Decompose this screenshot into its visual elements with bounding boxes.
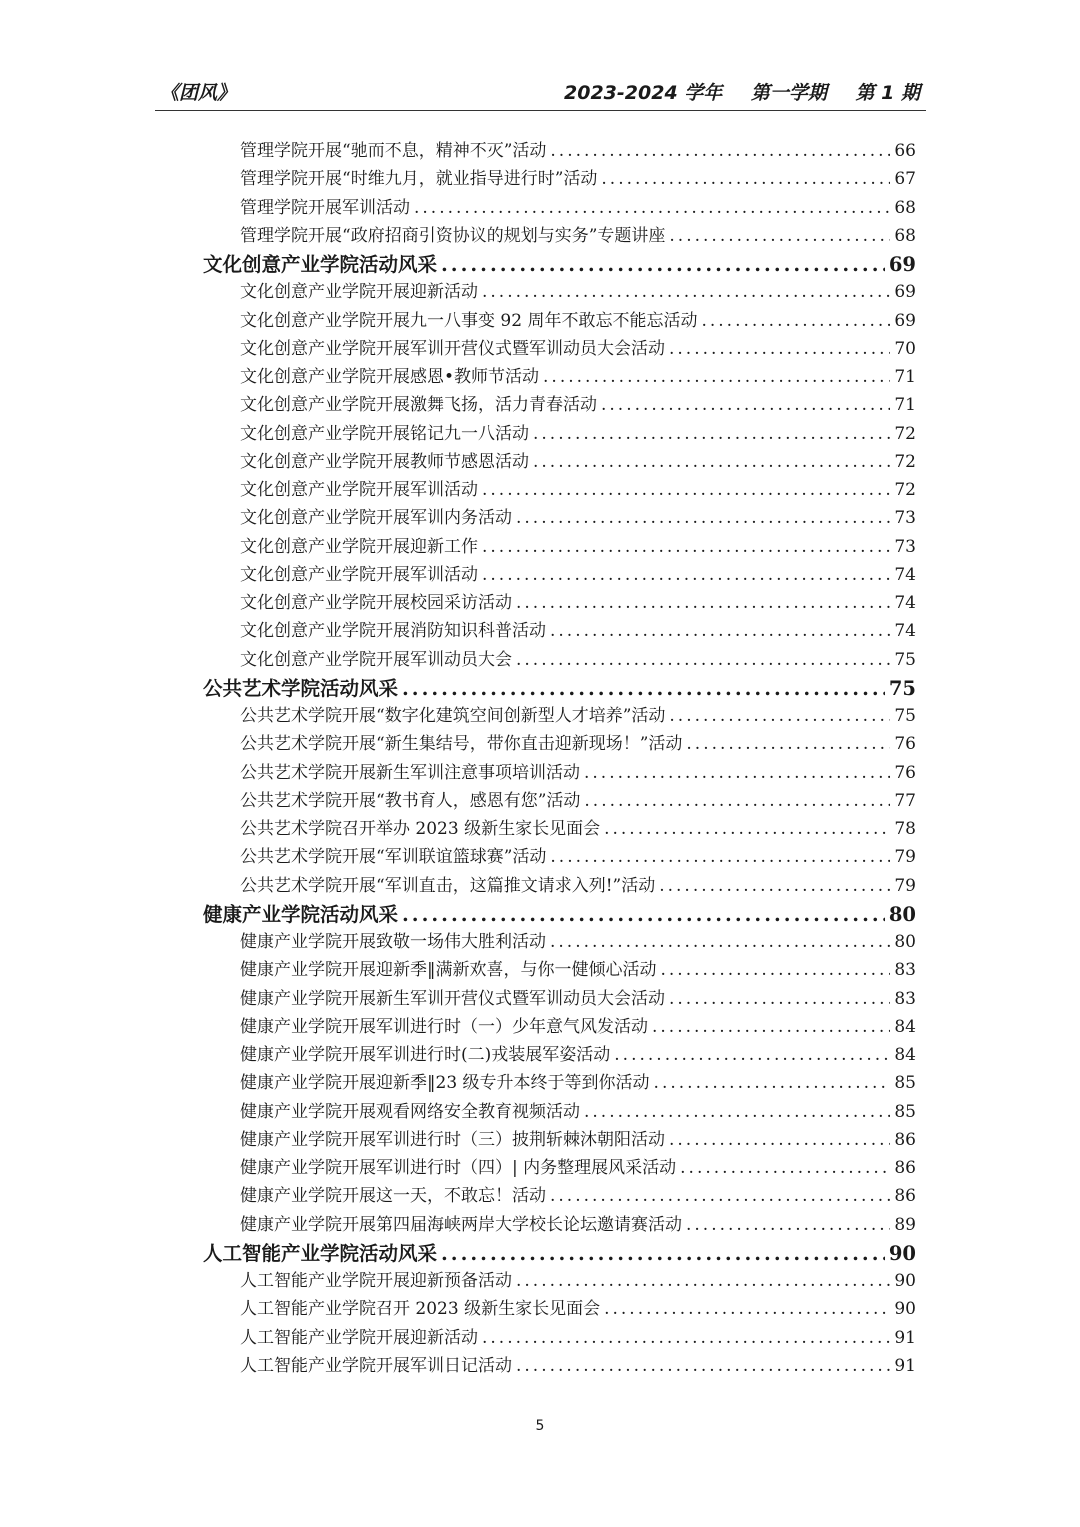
dot-leader [482,565,890,585]
dot-leader [516,508,890,528]
dot-leader [601,395,890,415]
toc-entry-page: 76 [894,734,916,755]
toc-entry-title: 公共艺术学院开展“教书育人，感恩有您”活动 [240,790,581,811]
toc-entry-title: 文化创意产业学院开展激舞飞扬，活力青春活动 [240,395,597,416]
toc-entry-page: 70 [894,338,916,359]
toc-entry-title: 管理学院开展军训活动 [240,197,410,218]
toc-entry-page: 74 [894,564,916,585]
toc-entry-page: 83 [894,988,916,1009]
dot-leader [669,706,890,726]
dot-leader [669,226,890,246]
toc-entry-title: 健康产业学院开展军训进行时（三）披荆斩棘沐朝阳活动 [240,1129,665,1150]
toc-entry-page: 90 [894,1271,916,1291]
toc-entry-title: 文化创意产业学院开展消防知识科普活动 [240,621,546,642]
toc-entry-page: 90 [888,1241,916,1265]
dot-leader [482,537,890,557]
toc-entry[interactable] [240,842,916,870]
toc-entry-title: 健康产业学院开展新生军训开营仪式暨军训动员大会活动 [240,988,665,1009]
dot-leader [543,367,890,387]
toc-entry-title: 文化创意产业学院开展感恩•教师节活动 [240,367,540,387]
toc-entry-page: 71 [894,367,916,387]
toc-entry-title: 人工智能产业学院开展迎新预备活动 [240,1271,512,1291]
toc-entry-page: 69 [888,253,916,276]
toc-entry-title: 健康产业学院开展军训进行时(二)戎装展军姿活动 [240,1045,611,1065]
toc-entry[interactable] [240,164,916,192]
dot-leader [601,169,890,189]
page-header [160,78,920,108]
toc-entry[interactable] [240,334,916,362]
toc-entry-page: 89 [894,1214,916,1235]
toc-entry-page: 75 [894,649,916,670]
toc-entry-page: 85 [894,1101,916,1122]
toc-entry[interactable] [240,1181,916,1209]
header-divider [155,110,926,111]
toc-entry[interactable] [240,616,916,644]
toc-entry-title: 文化创意产业学院开展铭记九一八活动 [240,423,529,444]
dot-leader [441,253,885,276]
toc-entry-page: 74 [894,621,916,642]
dot-leader [661,960,891,980]
toc-entry-page: 78 [894,819,916,839]
toc-entry-page: 84 [894,1016,916,1037]
toc-entry-title: 公共艺术学院开展“数字化建筑空间创新型人才培养”活动 [240,706,666,726]
toc-entry[interactable] [240,645,916,673]
issue-info [542,78,920,105]
toc-entry-page: 66 [894,141,916,161]
toc-entry-title: 健康产业学院开展迎新季‖满新欢喜，与你一健倾心活动 [240,960,657,981]
toc-entry[interactable] [240,1210,916,1238]
toc-entry-page: 79 [894,847,916,868]
dot-leader [680,1158,890,1178]
page-number: 5 [535,1418,545,1434]
dot-leader [614,1045,890,1065]
toc-entry[interactable] [240,1323,916,1351]
toc-entry-title: 文化创意产业学院开展军训开营仪式暨军训动员大会活动 [240,338,665,359]
academic-year: 2023-2024 学年 [564,82,723,104]
toc-entry-page: 69 [894,310,916,331]
toc-entry-page: 91 [894,1355,916,1376]
toc-entry[interactable] [240,475,916,503]
toc-entry-title: 管理学院开展“政府招商引资协议的规划与实务”专题讲座 [240,225,666,246]
dot-leader [550,1186,890,1206]
toc-entry[interactable] [240,306,916,334]
toc-entry[interactable] [240,1097,916,1125]
dot-leader [654,1073,890,1093]
dot-leader [533,452,890,472]
toc-entry-page: 72 [894,423,916,444]
toc-entry-title: 文化创意产业学院开展军训活动 [240,564,478,585]
toc-entry-title: 健康产业学院活动风采 [203,902,399,926]
toc-entry-title: 文化创意产业学院开展军训内务活动 [240,508,512,529]
toc-entry[interactable] [240,984,916,1012]
toc-entry-title: 公共艺术学院活动风采 [203,676,399,700]
toc-section-heading[interactable] [203,249,916,277]
toc-entry[interactable] [240,1125,916,1153]
toc-section-heading[interactable] [203,1238,916,1266]
toc-entry[interactable] [240,1040,916,1068]
toc-entry[interactable] [240,1012,916,1040]
toc-entry-page: 84 [894,1045,916,1065]
toc-entry[interactable] [240,758,916,786]
toc-entry-title: 公共艺术学院开展新生军训注意事项培训活动 [240,762,580,783]
toc-entry-title: 健康产业学院开展这一天，不敢忘！活动 [240,1186,546,1207]
toc-entry-title: 人工智能产业学院开展军训日记活动 [240,1355,512,1376]
toc-entry-title: 健康产业学院开展观看网络安全教育视频活动 [240,1101,580,1122]
toc-entry-title: 管理学院开展“时维九月，就业指导进行时”活动 [240,169,598,190]
dot-leader [533,424,890,444]
toc-entry[interactable] [240,955,916,983]
dot-leader [550,141,890,161]
toc-entry-title: 管理学院开展“驰而不息，精神不灭”活动 [240,141,547,161]
toc-entry-title: 健康产业学院开展迎新季‖23 级专升本终于等到你活动 [240,1073,650,1094]
dot-leader [550,847,890,867]
toc-entry-title: 文化创意产业学院开展迎新工作 [240,536,478,557]
toc-entry[interactable] [240,786,916,814]
dot-leader [669,1130,890,1150]
toc-entry-title: 文化创意产业学院开展军训活动 [240,480,478,500]
toc-entry[interactable] [240,136,916,164]
toc-entry-page: 83 [894,960,916,981]
toc-entry-page: 91 [894,1327,916,1348]
toc-entry-title: 公共艺术学院召开举办 2023 级新生家长见面会 [240,819,601,839]
toc-entry-page: 72 [894,451,916,472]
toc-entry-page: 77 [894,790,916,811]
toc-entry-title: 文化创意产业学院开展校园采访活动 [240,593,512,613]
dot-leader [402,677,885,700]
toc-entry[interactable] [240,814,916,842]
toc-entry-title: 人工智能产业学院召开 2023 级新生家长见面会 [240,1299,601,1320]
toc-entry-title: 公共艺术学院开展“新生集结号，带你直击迎新现场！”活动 [240,734,683,755]
toc-entry[interactable] [240,871,916,899]
toc-entry-page: 74 [894,593,916,613]
toc-entry-page: 76 [894,762,916,783]
dot-leader [584,763,890,783]
toc-section-heading[interactable] [203,899,916,927]
toc-entry-page: 75 [894,706,916,726]
toc-entry[interactable] [240,532,916,560]
toc-entry[interactable] [240,729,916,757]
toc-entry[interactable] [240,1068,916,1096]
toc-entry-title: 文化创意产业学院开展教师节感恩活动 [240,451,529,472]
dot-leader [604,819,890,839]
toc-entry-page: 86 [894,1158,916,1178]
toc-entry-page: 90 [894,1299,916,1320]
toc-entry-title: 人工智能产业学院活动风采 [203,1241,438,1265]
toc-entry[interactable] [240,1266,916,1294]
toc-entry-page: 85 [894,1073,916,1094]
toc-entry-title: 健康产业学院开展第四届海峡两岸大学校长论坛邀请赛活动 [240,1214,682,1235]
toc-entry-page: 72 [894,480,916,500]
dot-leader [516,1271,890,1291]
toc-entry[interactable] [240,560,916,588]
toc-entry[interactable] [240,1153,916,1181]
dot-leader [482,480,890,500]
dot-leader [652,1017,890,1037]
toc-entry-title: 公共艺术学院开展“军训联谊篮球赛”活动 [240,847,547,868]
toc-entry-page: 79 [894,875,916,896]
dot-leader [482,282,890,302]
toc-entry[interactable] [240,588,916,616]
toc-entry-page: 69 [894,282,916,303]
semester: 第一学期 [750,82,827,104]
dot-leader [584,791,890,811]
toc-entry[interactable] [240,390,916,418]
toc-entry-title: 健康产业学院开展致敬一场伟大胜利活动 [240,932,546,952]
toc-entry-page: 73 [894,536,916,557]
toc-entry-title: 人工智能产业学院开展迎新活动 [240,1327,478,1348]
toc-entry-page: 86 [894,1186,916,1207]
toc-entry[interactable] [240,419,916,447]
toc-entry[interactable] [240,362,916,390]
dot-leader [669,339,890,359]
toc-entry[interactable] [240,221,916,249]
dot-leader [659,876,890,896]
toc-entry-page: 75 [888,676,916,700]
dot-leader [516,1356,890,1376]
toc-entry[interactable] [240,193,916,221]
toc-entry[interactable] [240,1351,916,1379]
toc-entry-page: 80 [894,932,916,952]
toc-entry-title: 文化创意产业学院活动风采 [203,253,438,276]
toc-entry[interactable] [240,927,916,955]
issue-number: 第 1 期 [855,82,920,104]
toc-entry-page: 68 [894,197,916,218]
dot-leader [701,311,890,331]
toc-entry-title: 文化创意产业学院开展迎新活动 [240,282,478,303]
toc-section-heading[interactable] [203,673,916,701]
toc-entry-title: 文化创意产业学院开展九一八事变 92 周年不敢忘不能忘活动 [240,310,698,331]
toc-entry[interactable] [240,701,916,729]
toc-entry[interactable] [240,277,916,305]
toc-entry[interactable] [240,503,916,531]
dot-leader [402,903,885,926]
toc-entry-page: 67 [894,169,916,190]
dot-leader [516,650,890,670]
toc-entry-title: 健康产业学院开展军训进行时（一）少年意气风发活动 [240,1016,648,1037]
journal-title: 《团风》 [160,82,237,104]
dot-leader [550,621,890,641]
toc-entry-page: 68 [894,225,916,246]
toc-entry-title: 公共艺术学院开展“军训直击，这篇推文请求入列!”活动 [240,875,656,896]
dot-leader [482,1328,890,1348]
toc-entry-page: 80 [888,902,916,926]
dot-leader [516,593,890,613]
toc-entry-title: 健康产业学院开展军训进行时（四）| 内务整理展风采活动 [240,1158,677,1178]
dot-leader [686,1215,890,1235]
toc-entry-page: 71 [894,395,916,416]
dot-leader [686,734,890,754]
dot-leader [584,1102,890,1122]
toc-entry-page: 86 [894,1129,916,1150]
dot-leader [669,989,890,1009]
toc-entry-title: 文化创意产业学院开展军训动员大会 [240,649,512,670]
toc-entry-page: 73 [894,508,916,529]
dot-leader [414,198,890,218]
dot-leader [441,1242,885,1265]
toc-entry[interactable] [240,1294,916,1322]
toc-entry[interactable] [240,447,916,475]
dot-leader [550,932,890,952]
dot-leader [604,1299,890,1319]
